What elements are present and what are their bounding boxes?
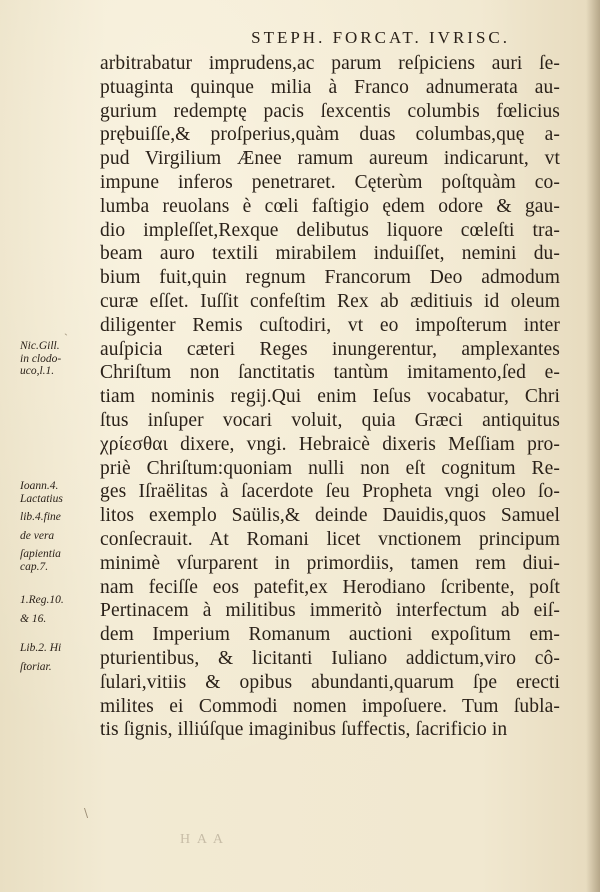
marginal-note-line: Lactatius xyxy=(20,492,63,505)
text-line: χρίεσθαι dixere, vngi. Hebraicè dixeris Meſſiam pro- xyxy=(100,433,560,455)
marginal-note-line: Ioann.4. xyxy=(20,480,59,492)
marginal-note-line: lib.4.fine xyxy=(20,511,61,523)
pencil-mark: ˏ xyxy=(64,322,68,336)
text-line: Chriſtum non ſanctitatis tantùm imitamento,ſed e- xyxy=(100,362,560,384)
text-line: tis ſignis, illiúſque imaginibus ſuffectis, ſacrificio in xyxy=(100,719,508,741)
text-line: priè Chriſtum:quoniam nulli non eſt cognitum Re- xyxy=(100,457,560,479)
marginal-note-line: 1.Reg.10. xyxy=(20,594,64,606)
marginal-note-line: Lib.2. Hi xyxy=(20,642,62,654)
text-line: tiam nominis regij.Qui enim Ieſus vocabatur, Chri xyxy=(100,386,560,408)
marginal-note-nicole-gilles xyxy=(20,340,98,378)
pencil-mark: \ xyxy=(84,806,89,820)
text-line: ptuaginta quinque milia à Franco adnumerata au- xyxy=(100,76,560,98)
text-line: pturientibus, & licitanti Iuliano addictum,viro cô- xyxy=(100,647,560,669)
body-text xyxy=(100,52,560,742)
marginal-note-line: uco,l.1. xyxy=(20,365,55,377)
text-line: curæ eſſet. Iuſſit confeſtim Rex ab æditiuis id oleum xyxy=(100,290,560,312)
text-line: gurium redemptę pacis ſexcentis columbis fœlicius xyxy=(100,100,560,122)
text-line: auſpicia cæteri Reges inungerentur, amplexantes xyxy=(100,338,560,360)
text-line: lumba reuolans è cœli faſtigio ędem odore & gau- xyxy=(100,195,560,217)
marginal-note-herodian xyxy=(20,642,98,673)
text-line: dem Imperium Romanum auctioni expoſitum em- xyxy=(100,624,560,646)
text-line: milites ei Commodi nomen impoſuere. Tum ſubla- xyxy=(100,695,560,717)
page-gutter-shadow xyxy=(586,0,600,892)
text-line: minimè vſurparent in primordiis, tamen rem diui- xyxy=(100,552,560,574)
marginal-note-kings xyxy=(20,594,98,625)
text-line: Pertinacem à militibus immeritò interfectum ab eiſ- xyxy=(100,600,560,622)
text-line: ſtus inſuper vocari voluit, quia Græci antiquitus xyxy=(100,409,560,431)
faint-bleed-through-stamp: H A A xyxy=(180,832,226,847)
marginal-note-line: Nic.Gill. xyxy=(20,340,60,352)
text-line: prębuiſſe,& proſperius,quàm duas columbas,quę a- xyxy=(100,124,560,146)
text-line: ſulari,vitiis & opibus abundanti,quarum ſpe erecti xyxy=(100,671,560,693)
text-line: nam feciſſe eos patefit,ex Herodiano ſcribente, poſt xyxy=(100,576,560,598)
text-line: litos exemplo Saülis,& deinde Dauidis,quos Samuel xyxy=(100,505,560,527)
marginal-note-john-lactantius xyxy=(20,480,98,573)
running-head: STEPH. FORCAT. IVRISC. xyxy=(251,28,510,47)
marginal-note-line: de vera xyxy=(20,529,55,542)
marginal-note-line: cap.7. xyxy=(20,560,49,573)
marginal-note-line: & 16. xyxy=(20,612,47,625)
marginal-note-line: in clodo- xyxy=(20,352,62,365)
text-line: arbitrabatur imprudens,ac parum reſpiciens auri ſe- xyxy=(100,53,560,74)
marginal-note-line: ſtoriar. xyxy=(20,660,52,673)
text-line: impune inferos penetraret. Cęterùm poſtquàm co- xyxy=(100,171,560,193)
text-line: bium fuit,quin regnum Francorum Deo admodum xyxy=(100,267,560,289)
text-line: beam auro textili mirabilem induiſſet, nemini du- xyxy=(100,243,560,265)
text-line: pud Virgilium Ænee ramum aureum indicarunt, vt xyxy=(100,148,560,170)
text-line: diligenter Remis cuſtodiri, vt eo impoſterum inter xyxy=(100,314,560,336)
marginal-note-line: ſapientia xyxy=(20,548,61,560)
text-line: conſecrauit. At Romani licet vnctionem principum xyxy=(100,528,560,550)
text-line: ges Iſraëlitas à ſacerdote ſeu Propheta vngi oleo ſo- xyxy=(100,481,560,503)
text-line: dio impleſſet,Rexque delibutus liquore cœleſti tra- xyxy=(100,219,560,241)
